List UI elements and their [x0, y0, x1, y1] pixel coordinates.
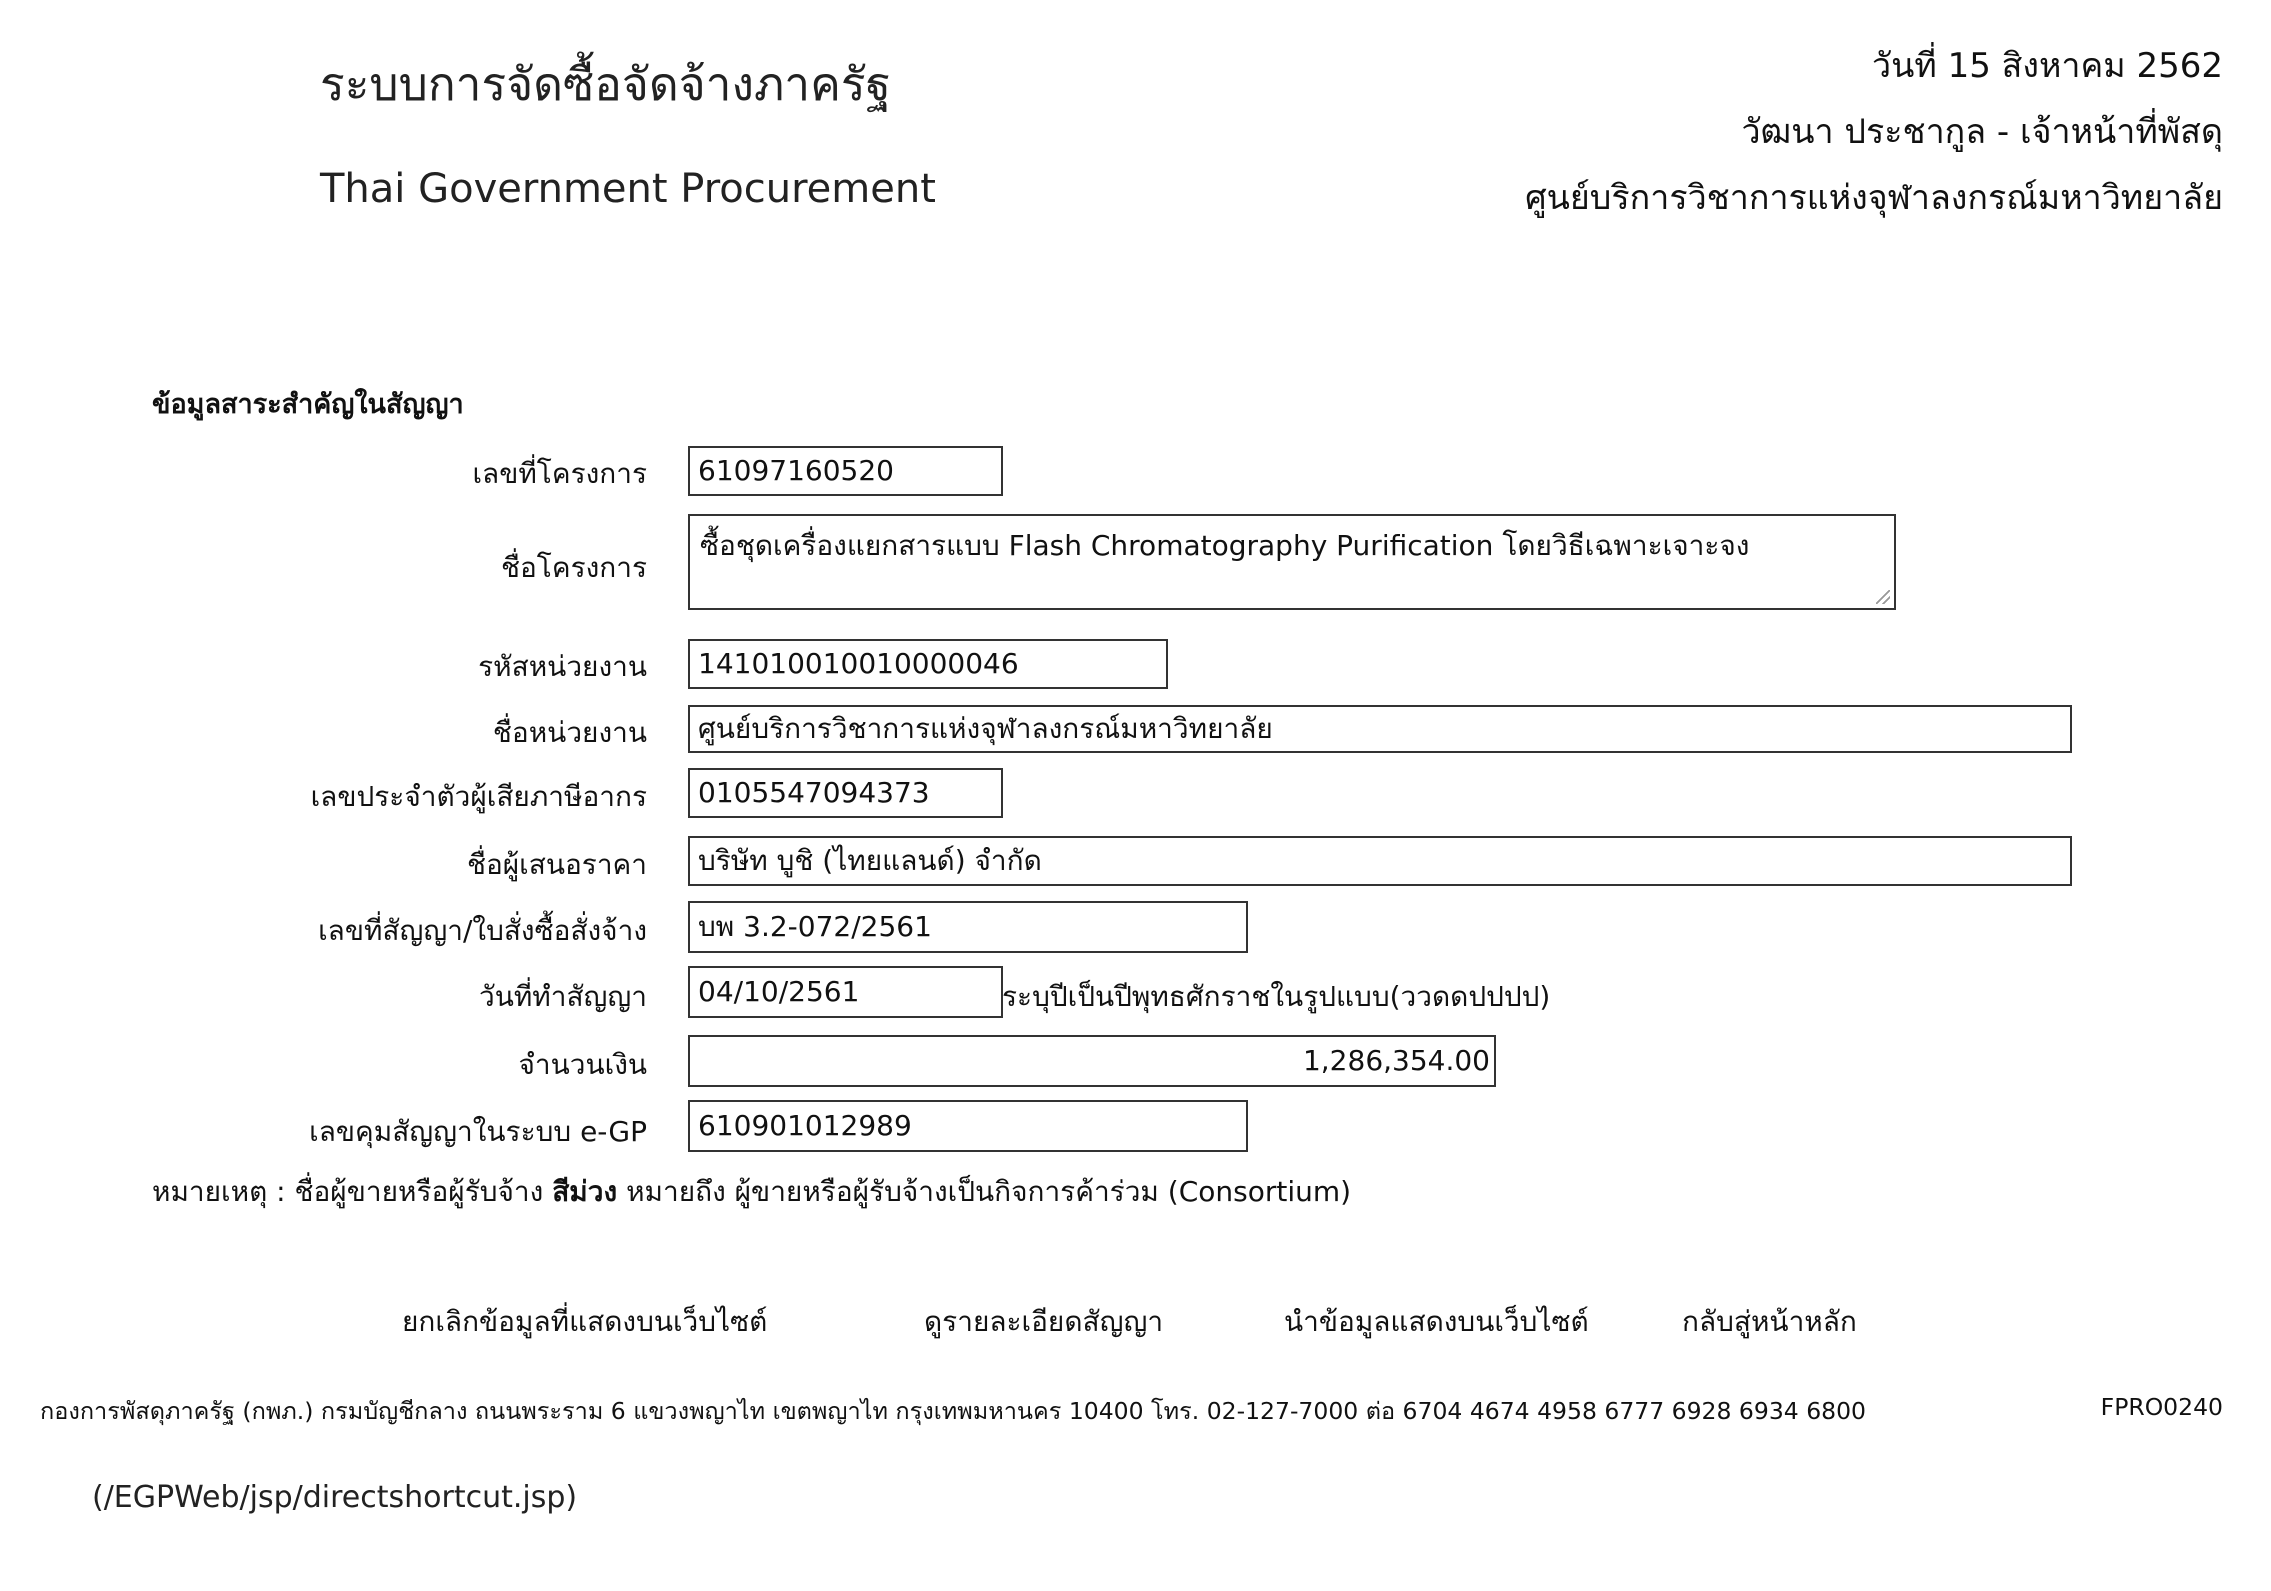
agency-code-field[interactable]: 141010010010000046 [688, 639, 1168, 689]
cancel-display-link[interactable]: ยกเลิกข้อมูลที่แสดงบนเว็บไซต์ [402, 1305, 768, 1338]
user-organization: ศูนย์บริการวิชาการแห่งจุฬาลงกรณ์มหาวิทยาลัย [1525, 178, 2223, 218]
user-info: วัฒนา ประชากูล - เจ้าหน้าที่พัสดุ [1741, 112, 2223, 152]
project-no-field[interactable]: 61097160520 [688, 446, 1003, 496]
section-title: ข้อมูลสาระสำคัญในสัญญา [152, 389, 464, 420]
home-link[interactable]: กลับสู่หน้าหลัก [1682, 1305, 1857, 1338]
agency-name-label: ชื่อหน่วยงาน [492, 716, 647, 749]
resize-handle-icon[interactable] [1876, 590, 1890, 604]
footer-address: กองการพัสดุภาครัฐ (กพภ.) กรมบัญชีกลาง ถนนพระราม 6 แขวงพญาไท เขตพญาไท กรุงเทพมหานคร 10400 โทร. 02-127-7000 ต่อ 6704 4674 4958 6777 6928 6934 6800 [40, 1397, 1867, 1425]
tax-id-field[interactable]: 0105547094373 [688, 768, 1003, 818]
contract-no-label: เลขที่สัญญา/ใบสั่งซื้อสั่งจ้าง [318, 914, 647, 947]
contract-no-field[interactable]: บพ 3.2-072/2561 [688, 901, 1248, 953]
egp-control-no-field[interactable]: 610901012989 [688, 1100, 1248, 1152]
project-name-textarea[interactable] [688, 514, 1896, 610]
project-no-label: เลขที่โครงการ [472, 457, 647, 490]
current-date: วันที่ 15 สิงหาคม 2562 [1872, 46, 2223, 86]
contract-date-hint: ระบุปีเป็นปีพุทธศักราชในรูปแบบ(ววดดปปปป) [1002, 980, 1551, 1013]
agency-name-field[interactable]: ศูนย์บริการวิชาการแห่งจุฬาลงกรณ์มหาวิทยาลัย [688, 705, 2072, 753]
system-title-th: ระบบการจัดซื้อจัดจ้างภาครัฐ [320, 57, 891, 111]
tax-id-label: เลขประจำตัวผู้เสียภาษีอากร [310, 780, 647, 813]
amount-label: จำนวนเงิน [518, 1048, 647, 1081]
project-name-label: ชื่อโครงการ [500, 551, 647, 584]
note-highlight: สีม่วง [552, 1175, 618, 1208]
contract-date-field[interactable]: 04/10/2561 [688, 966, 1003, 1018]
system-title-en: Thai Government Procurement [320, 166, 936, 212]
bidder-name-label: ชื่อผู้เสนอราคา [466, 848, 647, 881]
bidder-name-field[interactable]: บริษัท บูชิ (ไทยแลนด์) จำกัด [688, 836, 2072, 886]
project-name-value: ซื้อชุดเครื่องแยกสารแบบ Flash Chromatography Purification โดยวิธีเฉพาะเจาะจง [700, 529, 1750, 562]
agency-code-label: รหัสหน่วยงาน [478, 650, 647, 683]
amount-field[interactable]: 1,286,354.00 [688, 1035, 1496, 1087]
publish-link[interactable]: นำข้อมูลแสดงบนเว็บไซต์ [1284, 1305, 1589, 1338]
note-prefix: หมายเหตุ : ชื่อผู้ขายหรือผู้รับจ้าง [152, 1175, 553, 1208]
footer-url[interactable]: (/EGPWeb/jsp/directshortcut.jsp) [92, 1480, 578, 1515]
footer-page-code: FPRO0240 [2100, 1393, 2223, 1421]
note-text [152, 1170, 1351, 1214]
view-contract-link[interactable]: ดูรายละเอียดสัญญา [924, 1305, 1164, 1338]
contract-date-label: วันที่ทำสัญญา [478, 980, 647, 1013]
egp-control-no-label: เลขคุมสัญญาในระบบ e-GP [309, 1115, 647, 1148]
note-suffix: หมายถึง ผู้ขายหรือผู้รับจ้างเป็นกิจการค้าร่วม (Consortium) [617, 1175, 1352, 1208]
